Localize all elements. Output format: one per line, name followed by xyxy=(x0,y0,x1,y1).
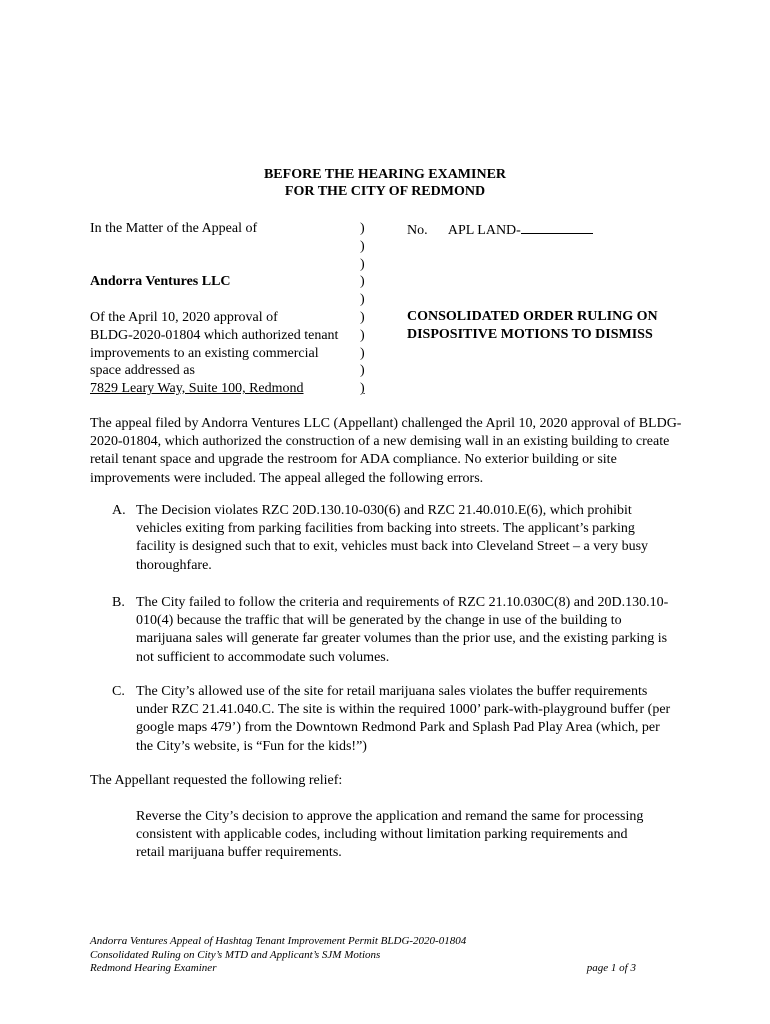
error-text: The City failed to follow the criteria and requirements of RZC 21.10.030C(8) and 20D.130.10-010(4) because the traffic that will be generated by the change in use of the building to marijuana sales will generate far greater volumes than the prior use, and the existing parking is not sufficient to accommodate such volumes. xyxy=(136,595,669,665)
document-heading xyxy=(0,166,770,200)
error-item-b xyxy=(112,594,672,667)
caption-spacer xyxy=(90,238,370,256)
error-text: The Decision violates RZC 20D.130.10-030(6) and RZC 21.40.010.E(6), which prohibit vehicles exiting from parking facilities from backing into streets. The applicant’s parking facility is designed such that to exit, vehicles must back into Cleveland Street – a very busy thoroughfare. xyxy=(136,503,649,573)
intro-paragraph: The appeal filed by Andorra Ventures LLC (Appellant) challenged the April 10, 2020 approval of BLDG-2020-01804, which authorized the construction of a new demising wall in an existing building to create retail tenant space and upgrade the restroom for ADA compliance. No exterior building or site improvements were included. The appeal alleged the following errors. xyxy=(90,416,682,486)
caption-paren: ) xyxy=(360,292,365,308)
caption-paren: ) xyxy=(360,309,365,325)
case-number-label: No. xyxy=(407,223,428,238)
caption-desc-line: BLDG-2020-01804 which authorized tenant xyxy=(90,327,339,343)
caption-paren: ) xyxy=(360,381,365,397)
caption-desc-line: space addressed as xyxy=(90,363,195,379)
caption-desc-line: Of the April 10, 2020 approval of xyxy=(90,309,278,325)
appellant-name: Andorra Ventures LLC xyxy=(90,274,231,290)
case-number-blank xyxy=(521,220,593,234)
caption-spacer xyxy=(90,291,370,309)
list-marker: B. xyxy=(112,595,125,610)
footer-line-1: Andorra Ventures Appeal of Hashtag Tenant Improvement Permit BLDG-2020-01804 xyxy=(90,935,467,947)
list-marker: C. xyxy=(112,684,125,699)
error-item-a xyxy=(112,502,672,575)
error-item-c xyxy=(112,683,672,756)
caption-paren: ) xyxy=(360,345,365,361)
heading-line-1: BEFORE THE HEARING EXAMINER xyxy=(263,167,507,182)
caption-address: 7829 Leary Way, Suite 100, Redmond xyxy=(90,381,304,397)
relief-quote: Reverse the City’s decision to approve the application and remand the same for processing consistent with applicable codes, including without limitation parking requirements and retail marijuana buffer requirements. xyxy=(136,809,644,861)
caption-desc-line: improvements to an existing commercial xyxy=(90,345,319,361)
caption-spacer xyxy=(90,256,370,274)
caption-paren: ) xyxy=(360,238,365,254)
case-number-prefix: APL LAND- xyxy=(447,223,521,238)
error-text: The City’s allowed use of the site for retail marijuana sales violates the buffer requirements under RZC 21.41.040.C. The site is within the required 1000’ park-with-playground buffer (per google maps 479’) from the Downtown Redmond Park and Splash Pad Play Area (which, per the City’s website, is “Fun for the kids!”) xyxy=(136,684,671,754)
caption-paren-column xyxy=(360,220,372,398)
caption-paren: ) xyxy=(360,274,365,290)
matter-line: In the Matter of the Appeal of xyxy=(90,221,258,236)
relief-intro: The Appellant requested the following relief: xyxy=(90,773,343,788)
case-caption xyxy=(90,220,370,398)
caption-paren: ) xyxy=(360,327,365,343)
caption-paren: ) xyxy=(360,256,365,272)
order-title: CONSOLIDATED ORDER RULING ON DISPOSITIVE MOTIONS TO DISMISS xyxy=(407,309,658,342)
page-footer xyxy=(90,935,650,976)
footer-line-2: Consolidated Ruling on City’s MTD and Applicant’s SJM Motions xyxy=(90,948,381,961)
caption-paren: ) xyxy=(360,221,365,236)
case-number xyxy=(407,220,593,240)
caption-paren: ) xyxy=(360,363,365,379)
list-marker: A. xyxy=(112,503,126,518)
footer-line-3: Redmond Hearing Examiner xyxy=(90,962,217,975)
page-number: page 1 of 3 xyxy=(586,962,636,975)
heading-line-2: FOR THE CITY OF REDMOND xyxy=(284,184,486,199)
